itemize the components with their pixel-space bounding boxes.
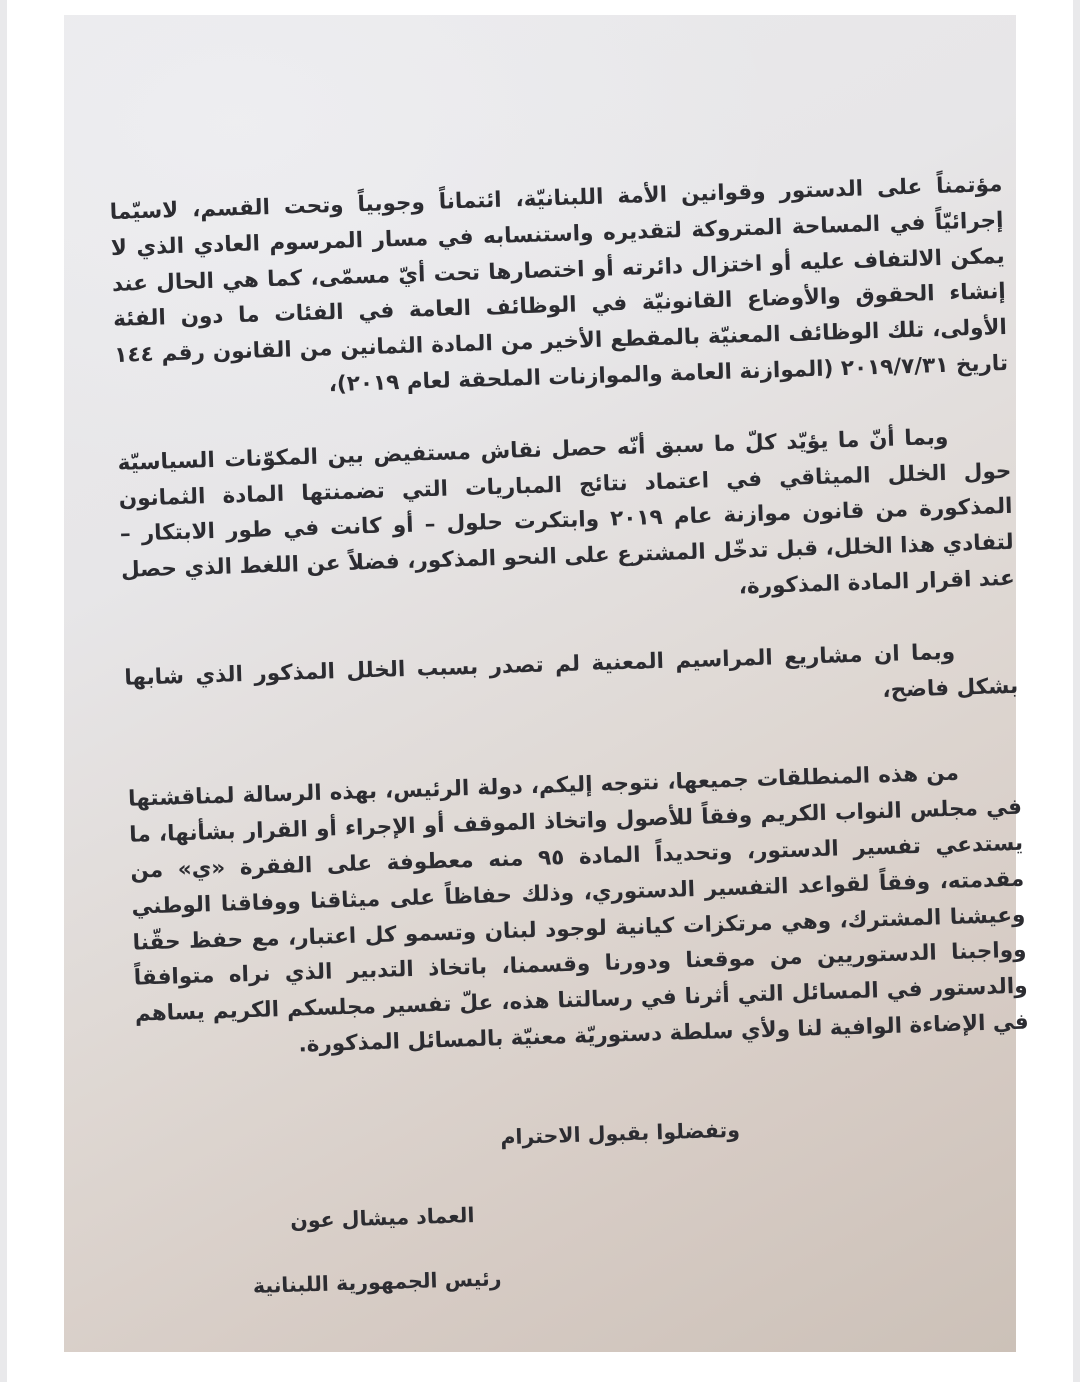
letter-paragraph-3: وبما ان مشاريع المراسيم المعنية لم تصدر بسبب الخلل المذكور الذي شابها بشكل فاضح، <box>124 639 1019 703</box>
letter-paragraph-2: وبما أنّ ما يؤيّد كلّ ما سبق أنّه حصل نقاش مستفيض بين المكوّنات السياسيّة حول الخلل الميثاقي في اعتماد نتائج المباريات التي تضمنتها المادة الثمانون المذكورة من قانون موازنة عام ٢٠١٩ وابتكرت حلول – أو كانت في طور الابتكار – لتفادي هذا الخلل، قبل تدخّل المشترع على النحو المذكور، فضلاً عن اللغط الذي حصل عند اقرار المادة المذكورة، <box>117 424 1016 600</box>
signature-title: رئيس الجمهورية اللبنانية <box>252 1266 502 1299</box>
letter-body <box>109 167 1039 1384</box>
signature-name: العماد ميشال عون <box>289 1203 475 1233</box>
viewer-left-edge <box>0 0 7 1382</box>
letter-sheet <box>64 15 1030 1352</box>
letter-paragraph-1: مؤتمناً على الدستور وقوانين الأمة اللبنانيّة، ائتماناً وجوبياً وتحت القسم، لاسيّما إجرائيّاً في المساحة المتروكة لتقديره واستنسابه في مسار المرسوم العادي الذي لا يمكن الالتفاف عليه أو اختزال دائرته أو اختصارها تحت أيّ مسمّى، كما هي الحال عند إنشاء الحقوق والأوضاع القانونيّة في الوظائف العامة في الفئات ما دون الفئة الأولى، تلك الوظائف المعنيّة بالمقطع الأخير من المادة الثمانين من القانون رقم ١٤٤ تاريخ ٢٠١٩/٧/٣١ (الموازنة العامة والموازنات الملحقة لعام ٢٠١٩)، <box>109 171 1009 398</box>
viewer-right-edge <box>1073 0 1080 1382</box>
closing-salutation: وتفضلوا بقبول الاحترام <box>500 1117 741 1150</box>
letter-paragraph-4: من هذه المنطلقات جميعها، نتوجه إليكم، دولة الرئيس، بهذه الرسالة لمناقشتها في مجلس النواب الكريم وفقاً للأصول واتخاذ الموقف أو الإجراء أو القرار بشأنها، ما يستدعي تفسير الدستور، وتحديداً المادة ٩٥ منه معطوفة على الفقرة «ي» من مقدمته، وفقاً لقواعد التفسير الدستوري، وذلك حفاظاً على ميثاقنا ووفاقنا الوطني وعيشنا المشترك، وهي مرتكزات كيانية لوجود لبنان وتسمو كل اعتبار، مع حفظ حقّنا وواجبنا الدستوريين من موقعنا ودورنا وقسمنا، باتخاذ التدبير الذي نراه متوافقاً والدستور في المسائل التي أثرنا في رسالتنا هذه، علّ تفسير مجلسكم الكريم يساهم في الإضاءة الوافية لنا ولأي سلطة دستوريّة معنيّة بالمسائل المذكورة. <box>127 760 1030 1058</box>
